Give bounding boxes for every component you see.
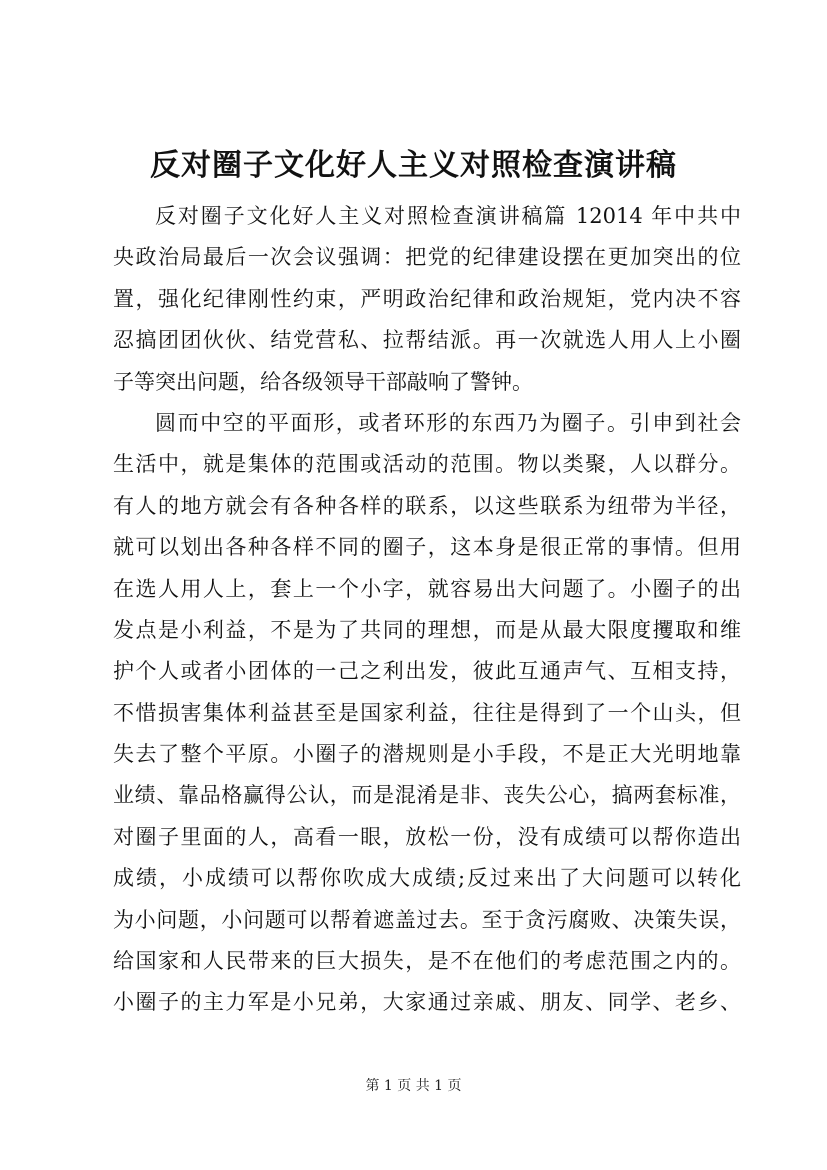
paragraph-2-line-4: 就可以划出各种各样不同的圈子，这本身是很正常的事情。但用 xyxy=(113,535,741,560)
paragraph-2-line-8: 不惜损害集体利益甚至是国家利益，往往是得到了一个山头，但 xyxy=(113,700,741,725)
paragraph-1-line-5: 子等突出问题，给各级领导干部敲响了警钟。 xyxy=(113,369,533,394)
paragraph-2-line-5: 在选人用人上，套上一个小字，就容易出大问题了。小圈子的出 xyxy=(113,576,741,601)
paragraph-2-line-13: 为小问题，小问题可以帮着遮盖过去。至于贪污腐败、决策失误， xyxy=(113,907,741,932)
paragraph-1-line-1: 反对圈子文化好人主义对照检查演讲稿篇 12014 年中共中 xyxy=(155,204,741,228)
paragraph-1-line-4: 忍搞团团伙伙、结党营私、拉帮结派。再一次就选人用人上小圈 xyxy=(113,328,741,353)
paragraph-2-line-3: 有人的地方就会有各种各样的联系，以这些联系为纽带为半径， xyxy=(113,493,741,518)
paragraph-2-line-7: 护个人或者小团体的一己之利出发，彼此互通声气、互相支持， xyxy=(113,659,741,684)
paragraph-2-line-1: 圆而中空的平面形，或者环形的东西乃为圈子。引申到社会 xyxy=(155,410,741,435)
paragraph-2-line-10: 业绩、靠品格赢得公认，而是混淆是非、丧失公心，搞两套标准， xyxy=(113,783,741,808)
paragraph-2-line-9: 失去了整个平原。小圈子的潜规则是小手段，不是正大光明地靠 xyxy=(113,742,741,767)
paragraph-2-line-15: 小圈子的主力军是小兄弟，大家通过亲戚、朋友、同学、老乡、 xyxy=(113,990,741,1015)
paragraph-2-line-6: 发点是小利益，不是为了共同的理想，而是从最大限度攫取和维 xyxy=(113,617,741,642)
page-footer: 第 1 页 共 1 页 xyxy=(365,1078,462,1094)
paragraph-2-line-14: 给国家和人民带来的巨大损失，是不在他们的考虑范围之内的。 xyxy=(113,949,741,974)
document-body xyxy=(113,196,741,1024)
paragraph-2-line-12: 成绩，小成绩可以帮你吹成大成绩;反过来出了大问题可以转化 xyxy=(113,866,741,891)
paragraph-1-line-3: 置，强化纪律刚性约束，严明政治纪律和政治规矩，党内决不容 xyxy=(113,286,741,311)
paragraph-2-line-11: 对圈子里面的人，高看一眼，放松一份，没有成绩可以帮你造出 xyxy=(113,824,741,849)
document-title: 反对圈子文化好人主义对照检查演讲稿 xyxy=(150,148,677,183)
paragraph-1-line-2: 央政治局最后一次会议强调：把党的纪律建设摆在更加突出的位 xyxy=(113,245,741,270)
paragraph-2-line-2: 生活中，就是集体的范围或活动的范围。物以类聚，人以群分。 xyxy=(113,452,741,477)
